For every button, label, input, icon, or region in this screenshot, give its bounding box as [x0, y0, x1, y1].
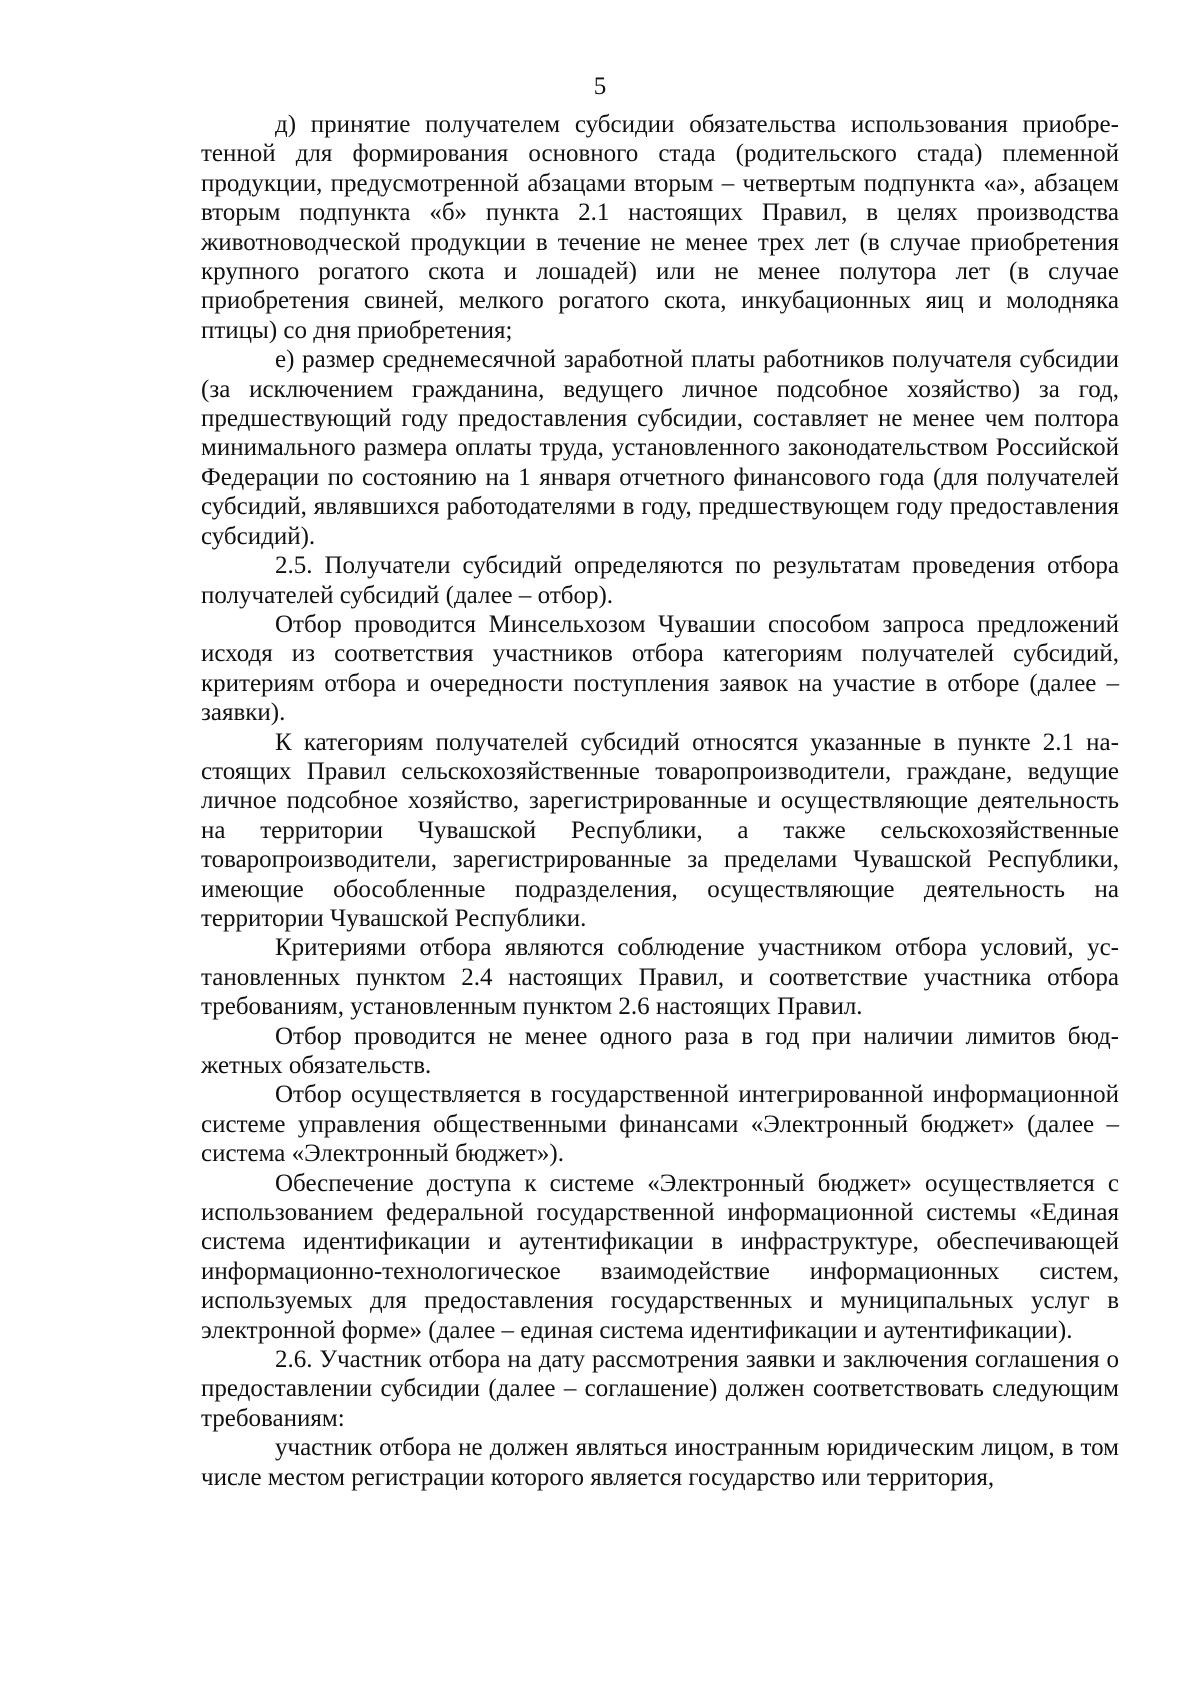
paragraph-2-6-requirements: 2.6. Участник отбора на дату рассмотрения заявки и заключения соглашения о предоставлении субсидии (далее – соглашение) должен соответствовать следующим требованиям: [201, 1346, 1119, 1432]
paragraph-selection-criteria: Критериями отбора являются соблюдение участником отбора условий, установленных пунктом 2.4 настоящих Правил, и соответствие участника отбора требованиям, установленным пунктом 2.6 настоящих Правил. [201, 934, 1119, 1021]
page-number: 5 [593, 73, 607, 100]
paragraph-2-5-selection: 2.5. Получатели субсидий определяются по результатам проведения отбора получателей субсидий (далее – отбор). [201, 552, 1119, 609]
paragraph-recipient-categories: К категориям получателей субсидий относятся указанные в пункте 2.1 настоящих Правил сельскохозяйственные товаропроизводители, граждане, ведущие личное подсобное хозяйство, зарегистрированные и осуществляющие деятельность на территории Чувашской Республики, а также сельскохозяйственные товаропроизводители, зарегистрированные за пределами Чувашской Республики, имеющие обособленные подразделения, осуществляющие деятельность на территории Чувашской Республики. [201, 728, 1119, 932]
paragraph-selection-frequency: Отбор проводится не менее одного раза в год при наличии лимитов бюджетных обязательств. [201, 1022, 1119, 1079]
paragraph-d-obligation: д) принятие получателем субсидии обязательства использования приобретенной для формирования основного стада (родительского стада) племенной продукции, предусмотренной абзацами вторым – четвертым подпункта «а», абзацем вторым подпункта «б» пункта 2.1 настоящих Правил, в целях производства животноводческой продукции в течение не менее трех лет (в случае приобретения крупного рогатого скота и лошадей) или не менее полутора лет (в случае приобретения свиней, мелкого рогатого скота, инкубационных яиц и молодняка птицы) со дня приобретения; [201, 111, 1119, 344]
paragraph-e-salary: е) размер среднемесячной заработной платы работников получателя субсидии (за исключением гражданина, ведущего личное подсобное хозяйство) за год, предшествующий году предоставления субсидии, составляет не менее чем полтора минимального размера оплаты труда, установленного законодательством Российской Федерации по состоянию на 1 января отчетного финансового года (для получателей субсидий, являвшихся работодателями в году, предшествующем году предоставления субсидий). [201, 346, 1119, 550]
paragraph-system-access: Обеспечение доступа к системе «Электронный бюджет» осуществляется с использованием федеральной государственной информационной системы «Единая система идентификации и аутентификации в инфраструктуре, обеспечивающей информационно-технологическое взаимодействие информационных систем, используемых для предоставления государственных и муниципальных услуг в электронной форме» (далее – единая система идентификации и аутентификации). [201, 1169, 1119, 1344]
paragraph-selection-method: Отбор проводится Минсельхозом Чувашии способом запроса предложений исходя из соответствия участников отбора категориям получателей субсидий, критериям отбора и очередности поступления заявок на участие в отборе (далее – заявки). [201, 610, 1119, 727]
document-body [201, 110, 1119, 1492]
paragraph-electronic-budget: Отбор осуществляется в государственной интегрированной информационной системе управления общественными финансами «Электронный бюджет» (далее – система «Электронный бюджет»). [201, 1081, 1119, 1168]
paragraph-foreign-entity: участник отбора не должен являться иностранным юридическим лицом, в том числе местом регистрации которого является государство или территория, [201, 1434, 1119, 1491]
